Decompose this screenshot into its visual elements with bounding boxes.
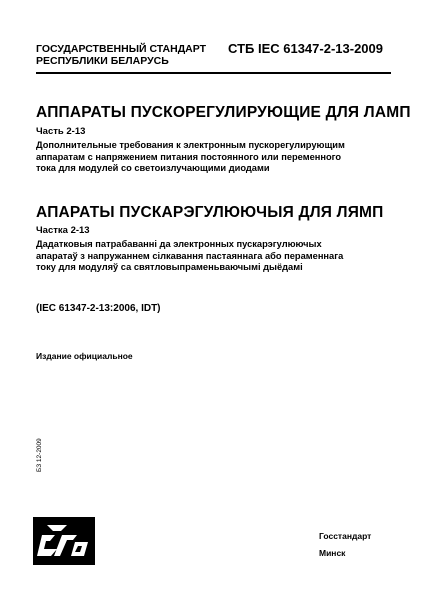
by-subtitle bbox=[36, 239, 396, 274]
by-title: АПАРАТЫ ПУСКАРЭГУЛЮЮЧЫЯ ДЛЯ ЛЯМП bbox=[36, 204, 384, 221]
ru-part: Часть 2-13 bbox=[36, 126, 86, 137]
by-subtitle-line: току для модуляў са святловыпраменьваючымі дыёдамі bbox=[36, 262, 303, 272]
stb-logo-mark bbox=[33, 517, 95, 565]
header-rule bbox=[36, 72, 391, 74]
stb-logo bbox=[33, 517, 95, 565]
header-line2: РЕСПУБЛИКИ БЕЛАРУСЬ bbox=[36, 55, 169, 67]
by-subtitle-line: Дадатковыя патрабаванні да электронных пускарэгулюючых bbox=[36, 239, 322, 249]
city: Минск bbox=[319, 548, 346, 558]
iec-reference: (IEC 61347-2-13:2006, IDT) bbox=[36, 303, 161, 314]
standard-code: СТБ IEC 61347-2-13-2009 bbox=[228, 41, 383, 56]
edition-label: Издание официальное bbox=[36, 351, 133, 361]
by-part: Частка 2-13 bbox=[36, 225, 90, 236]
header-line1: ГОСУДАРСТВЕННЫЙ СТАНДАРТ bbox=[36, 43, 207, 55]
publisher: Госстандарт bbox=[319, 531, 372, 541]
ru-subtitle-line: аппаратам с напряжением питания постоянного или переменного bbox=[36, 151, 342, 162]
by-subtitle-line: апаратаў з напружаннем сілкавання пастаяннага або пераменнага bbox=[36, 250, 344, 261]
ru-title: АППАРАТЫ ПУСКОРЕГУЛИРУЮЩИЕ ДЛЯ ЛАМП bbox=[36, 104, 411, 121]
ru-subtitle-line: тока для модулей со светоизлучающими диодами bbox=[36, 163, 270, 173]
ru-subtitle bbox=[36, 140, 396, 175]
ru-subtitle-line: Дополнительные требования к электронным пускорегулирующим bbox=[36, 140, 345, 150]
side-code: БЗ 12-2009 bbox=[36, 438, 43, 472]
